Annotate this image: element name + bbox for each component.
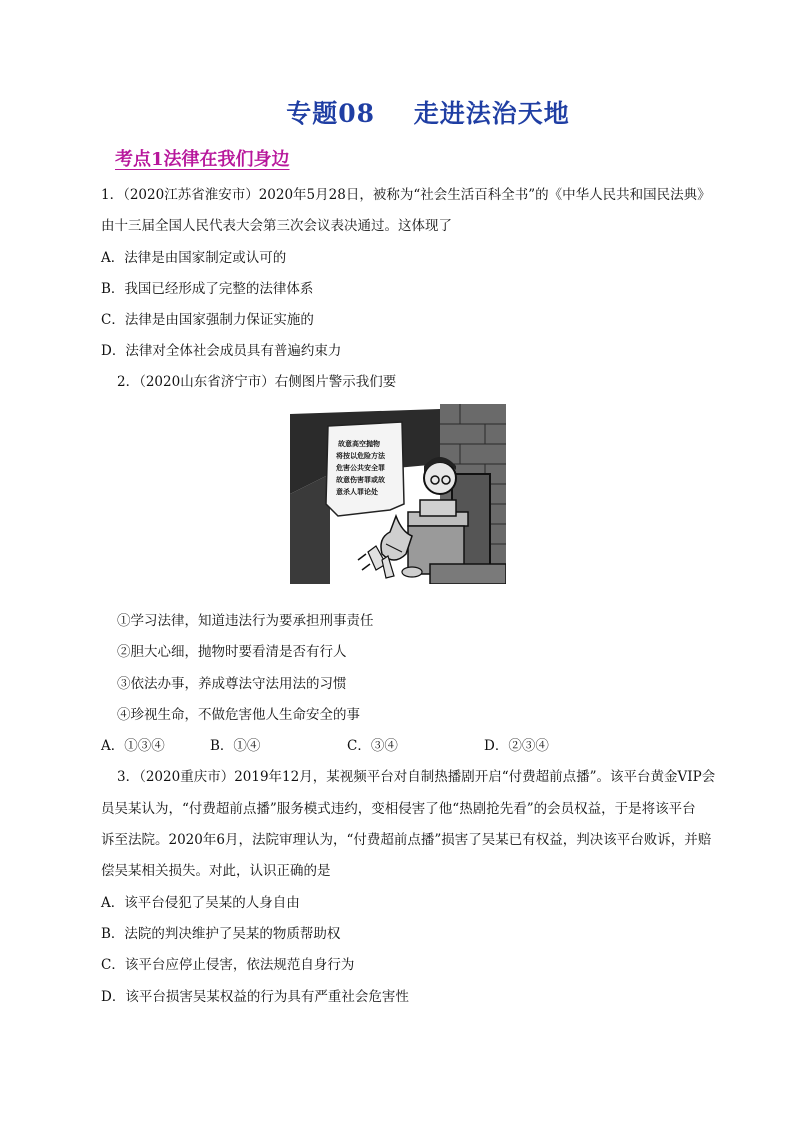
question-1-option-c: C．法律是由国家强制力保证实施的: [101, 312, 314, 328]
question-3-stem-line-4: 偿吴某相关损失。对此，认识正确的是: [101, 863, 331, 879]
question-1-stem-line-2: 由十三届全国人民代表大会第三次会议表决通过。这体现了: [101, 218, 452, 234]
question-3-option-d: D．该平台损害吴某权益的行为具有严重社会危害性: [101, 989, 409, 1005]
notice-line-1: 故意高空抛物: [338, 440, 380, 448]
question-2-choice-b: B．①④: [210, 738, 261, 754]
notice-line-3: 危害公共安全罪: [336, 464, 385, 472]
question-2-choice-c: C．③④: [347, 738, 398, 754]
question-2-statement-2: ②胆大心细，抛物时要看清是否有行人: [117, 644, 347, 660]
cartoon-illustration: [290, 404, 506, 584]
notice-line-4: 故意伤害罪或故: [336, 476, 385, 484]
question-2-stem: 2．（2020山东省济宁市）右侧图片警示我们要: [117, 374, 397, 390]
question-2-statement-4: ④珍视生命，不做危害他人生命安全的事: [117, 707, 360, 723]
question-1-option-a: A．法律是由国家制定或认可的: [101, 250, 287, 266]
question-3-stem-line-1: 3．（2020重庆市）2019年12月，某视频平台对自制热播剧开启“付费超前点播”。该平台黄金VIP会: [117, 769, 716, 785]
question-1-option-d: D．法律对全体社会成员具有普遍约束力: [101, 343, 342, 359]
notice-line-5: 意杀人罪论处: [336, 488, 378, 496]
question-1-stem-line-1: 1．（2020江苏省淮安市）2020年5月28日，被称为“社会生活百科全书”的《中华人民共和国民法典》: [101, 187, 711, 203]
question-2-choice-d: D．②③④: [484, 738, 549, 754]
section-heading: 考点1法律在我们身边: [115, 149, 290, 170]
question-3-option-a: A．该平台侵犯了吴某的人身自由: [101, 895, 300, 911]
question-1-option-b: B．我国已经形成了完整的法律体系: [101, 281, 314, 297]
question-2-choice-a: A．①③④: [101, 738, 165, 754]
question-3-option-c: C．该平台应停止侵害，依法规范自身行为: [101, 957, 355, 973]
question-2-statement-1: ①学习法律，知道违法行为要承担刑事责任: [117, 613, 374, 629]
notice-line-2: 将按以危险方法: [336, 452, 385, 460]
question-3-stem-line-3: 诉至法院。2020年6月，法院审理认为，“付费超前点播”损害了吴某已有权益，判决该平台败诉，并赔: [101, 832, 712, 848]
question-3-option-b: B．法院的判决维护了吴某的物质帮助权: [101, 926, 341, 942]
page-title: 专题08 走进法治天地: [286, 99, 570, 128]
question-3-stem-line-2: 员吴某认为，“付费超前点播”服务模式违约，变相侵害了他“热剧抢先看”的会员权益，于是将该平台: [101, 801, 696, 817]
question-2-statement-3: ③依法办事，养成尊法守法用法的习惯: [117, 676, 347, 692]
